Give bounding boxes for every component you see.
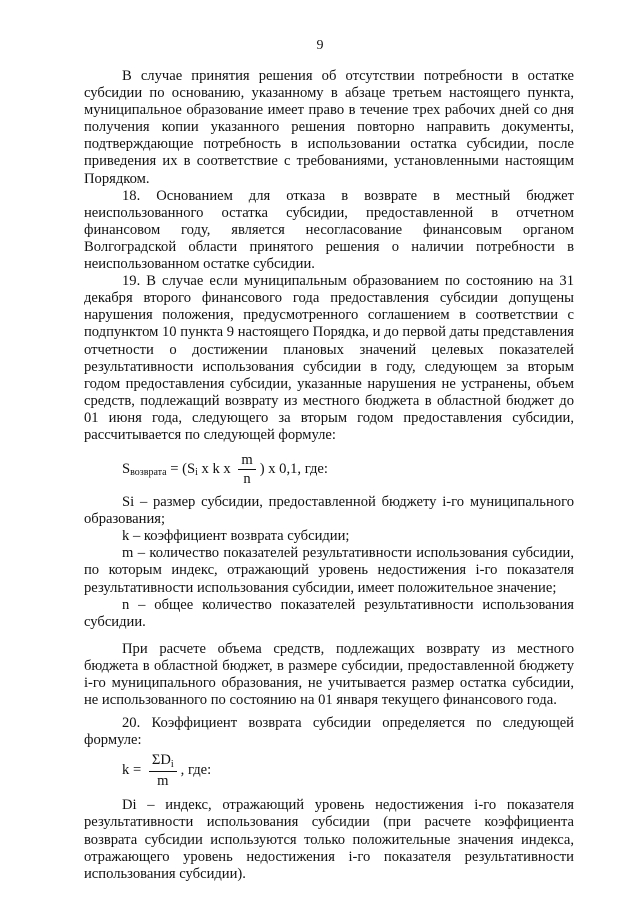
definition-k: k – коэффициент возврата субсидии; xyxy=(122,528,350,545)
paragraph-18: 18. Основанием для отказа в возврате в местный бюджет неиспользованного остатка субсидии, предоставленной в отчетном финансовом году, является несогласование финансовым органом Волгоградской области принятого решения о наличии потребности в неиспользованном остатке субсидии. xyxy=(84,187,574,273)
formula2-tail: , где: xyxy=(180,761,212,778)
numerator-subscript: i xyxy=(170,758,174,770)
formula2-lhs: k = xyxy=(122,761,145,778)
paragraph-20: 20. Коэффициент возврата субсидии определяется по следующей формуле: xyxy=(84,715,574,749)
formula-mid: = (S xyxy=(166,460,196,477)
refund-formula xyxy=(84,450,574,488)
numerator-sum-d: ΣD xyxy=(151,751,171,768)
definition-n: n – общее количество показателей результативности использования субсидии. xyxy=(84,596,574,630)
paragraph: В случае принятия решения об отсутствии потребности в остатке субсидии по основанию, указанному в абзаце третьем настоящего пункта, муниципальное образование имеет право в течение трех рабочих дней со дня получения копии указанного решения повторно направить документы, подтверждающие потребность в использовании остатка субсидии, после приведения их в соответствие с требованиями, установленными настоящим Порядком. xyxy=(84,68,574,187)
definition-di: Di – индекс, отражающий уровень недостижения i-го показателя результативности использования субсидии (при расчете коэффициента возврата субсидии используются только положительные значения индекса, отражающего уровень недостижения i-го показателя результативности использования субсидии). xyxy=(84,797,574,882)
coefficient-formula xyxy=(84,749,574,791)
formula-kx: x k x xyxy=(197,460,235,477)
page-number: 9 xyxy=(316,38,324,53)
fraction-numerator-2 xyxy=(149,752,177,772)
formula-tail: ) x 0,1, где: xyxy=(259,460,328,477)
fraction-m-n xyxy=(238,452,255,487)
definition-si: Si – размер субсидии, предоставленной бюджету i-го муниципального образования; xyxy=(84,494,574,528)
fraction-sum-d-m xyxy=(149,752,177,789)
document-body xyxy=(84,68,574,883)
fraction-numerator: m xyxy=(238,452,255,470)
fraction-denominator: n xyxy=(243,470,251,487)
definition-m: m – количество показателей результативности использования субсидии, по которым индекс, отражающий уровень недостижения i-го показателя результативности использования субсидии, имеет положительное значение; xyxy=(84,545,574,596)
formula-s-subscript: возврата xyxy=(130,466,167,478)
paragraph-calculation-note: При расчете объема средств, подлежащих возврату из местного бюджета в областной бюджет, в размере субсидии, предоставленной бюджету i-го муниципального образования, не учитывается размер остатка субсидии, не использованного по состоянию на 01 января текущего финансового года. xyxy=(84,640,574,709)
formula-s: S xyxy=(122,460,131,477)
paragraph-19: 19. В случае если муниципальным образованием по состоянию на 31 декабря второго финансового года предоставления субсидии допущены нарушения положения, предусмотренного соглашением в соответствии с подпунктом 10 пункта 9 настоящего Порядка, и до первой даты представления отчетности о достижении плановых значений целевых показателей результативности использования субсидии в году, следующем за вторым годом предоставления субсидии, указанные нарушения не устранены, объем средств, подлежащий возврату из местного бюджета в областной бюджет до 01 июня года, следующего за вторым годом предоставления субсидии, рассчитывается по следующей формуле: xyxy=(84,273,575,443)
fraction-denominator-2: m xyxy=(157,772,169,789)
formula-i-subscript: i xyxy=(195,466,198,478)
